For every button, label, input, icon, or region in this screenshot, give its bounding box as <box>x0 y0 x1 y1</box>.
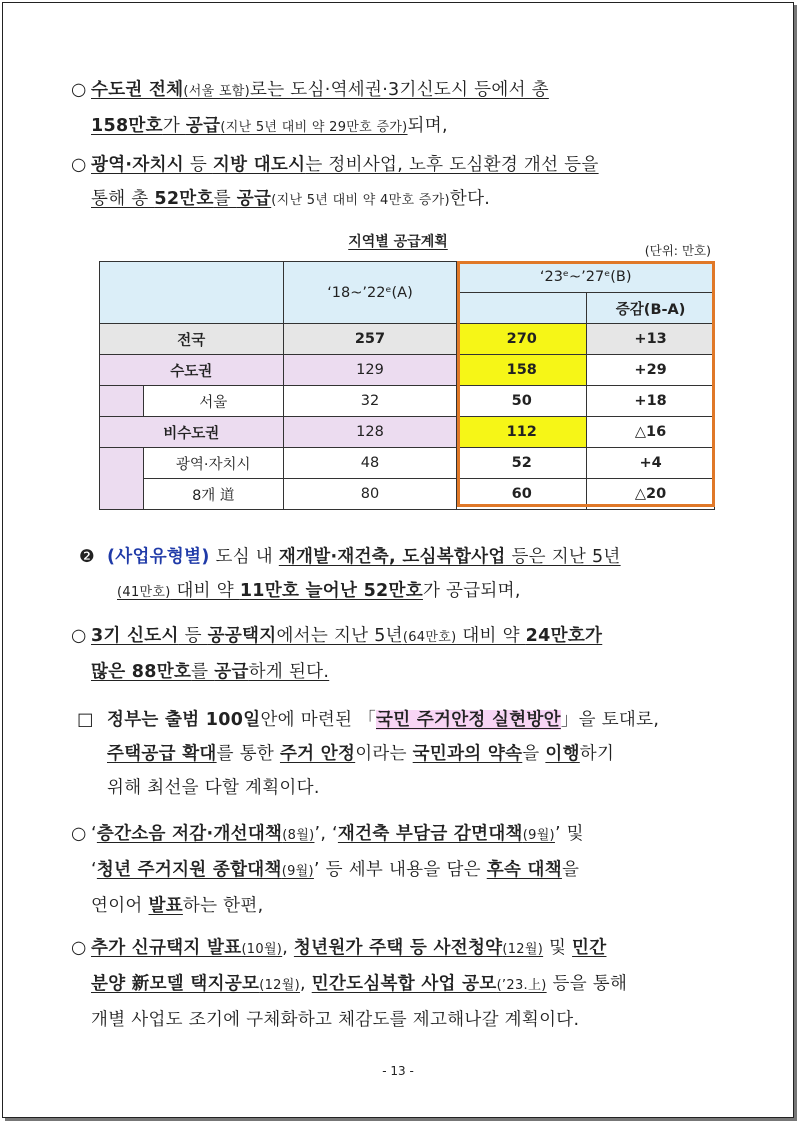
row-diff: △20 <box>587 479 715 510</box>
text-24: 24만호가 <box>525 626 603 646</box>
text-line: 이행 <box>545 744 580 764</box>
text-line: 청년 주거지원 종합대책 <box>96 860 282 880</box>
text-line: (9월) <box>522 828 555 843</box>
row-label: 비수도권 <box>100 417 284 448</box>
paragraph-government <box>77 703 737 805</box>
row-label: 8개 道 <box>143 479 283 510</box>
text-line: ’, ‘ <box>314 824 338 844</box>
text-line: ‘ <box>91 860 97 880</box>
number-two-bullet: ❷ <box>79 547 95 567</box>
row-diff: △16 <box>587 417 715 448</box>
text-line: 민간도심복합 사업 공모 <box>311 974 497 994</box>
text-capital-region: 수도권 전체 <box>91 80 184 100</box>
row-b: 52 <box>457 448 587 479</box>
text-line: 는 정비사업, 노후 도심환경 개선 등을 <box>305 155 599 175</box>
text-line: 대비 약 <box>456 626 526 646</box>
text-project-type: (사업유형별) <box>107 547 210 567</box>
text-line: 등 <box>183 155 213 175</box>
table-row <box>100 324 715 355</box>
text-line: 분양 新모델 택지공모 <box>91 974 260 994</box>
text-line: , <box>282 938 294 958</box>
paragraph-capital-region <box>71 73 721 145</box>
row-b: 112 <box>457 417 587 448</box>
text-line: 민간 <box>572 938 607 958</box>
document-page <box>2 2 794 1118</box>
text-line: 을 <box>522 744 546 764</box>
text-line: ’ 및 <box>554 824 584 844</box>
text-supply: 공급 <box>185 116 221 136</box>
text-local-cities: 지방 대도시 <box>212 155 306 175</box>
row-label: 전국 <box>100 324 284 355</box>
row-a: 257 <box>283 324 457 355</box>
text-line: 를 통한 <box>216 744 280 764</box>
text-redevelopment: 재개발·재건축, 도심복합사업 <box>278 547 506 567</box>
text-41: (41만호) <box>117 585 171 600</box>
paragraph-new-towns <box>71 619 721 689</box>
text-line: 통해 총 <box>91 189 155 209</box>
text-158: 158만호 <box>91 116 163 136</box>
paragraph-regional-cities <box>71 148 721 218</box>
text-line: 청년원가 주택 등 사전청약 <box>293 938 503 958</box>
text-line: 로는 도심·역세권·3기신도시 등에서 총 <box>250 80 549 100</box>
text-line: 가 <box>162 116 186 136</box>
row-a: 129 <box>283 355 457 386</box>
text-line: (12월) <box>502 942 544 957</box>
text-line: 등을 통해 <box>546 974 628 994</box>
supply-plan-table <box>99 261 715 510</box>
row-a: 128 <box>283 417 457 448</box>
row-label: 서울 <box>143 386 283 417</box>
circle-bullet: ○ <box>71 938 87 958</box>
table-row <box>100 417 715 448</box>
row-diff: +18 <box>587 386 715 417</box>
paragraph-project-type <box>81 540 711 610</box>
row-label: 수도권 <box>100 355 284 386</box>
row-b: 158 <box>457 355 587 386</box>
text-third-new-town: 3기 신도시 <box>91 626 179 646</box>
table-row <box>100 479 715 510</box>
text-line: 가 공급되며, <box>422 581 521 601</box>
text-line: 주택공급 확대 <box>107 744 217 764</box>
text-line: 층간소음 저감·개선대책 <box>96 824 283 844</box>
row-label: 광역·자치시 <box>143 448 283 479</box>
text-line: 하게 된다. <box>248 662 330 682</box>
text-public-land: 공공택지 <box>207 626 277 646</box>
text-line: 를 <box>213 189 237 209</box>
text-line: 추가 신규택지 발표 <box>91 938 242 958</box>
text-supply: 공급 <box>236 189 272 209</box>
text-line: 개별 사업도 조기에 구체화하고 체감도를 제고해나갈 계획이다. <box>91 1010 580 1030</box>
circle-bullet: ○ <box>71 155 87 175</box>
text-line: 등 <box>178 626 208 646</box>
text-plan-title: 국민 주거안정 실현방안 <box>376 710 561 730</box>
page-number: - 13 - <box>382 1064 414 1078</box>
table-caption: 지역별 공급계획 <box>348 234 448 250</box>
text-line: 발표 <box>148 896 183 916</box>
circle-bullet: ○ <box>71 626 87 646</box>
text-line: 정부는 출범 100일 <box>107 710 261 730</box>
paragraph-followup <box>71 817 721 923</box>
text-line: 하는 한편, <box>182 896 264 916</box>
text-line: (’23.上) <box>496 978 547 993</box>
text-line: 등은 지난 5년 <box>505 547 621 567</box>
table-unit: (단위: 만호) <box>644 243 711 258</box>
text-line: 되며, <box>407 116 448 136</box>
text-line: 대비 약 <box>170 581 240 601</box>
text-line: (12월) <box>259 978 300 993</box>
square-bullet: □ <box>77 710 94 730</box>
text-line: 도심 내 <box>209 547 279 567</box>
table-header-diff: 증감(B-A) <box>587 293 715 324</box>
text-supply: 공급 <box>214 662 249 682</box>
text-line: 에서는 지난 5년 <box>276 626 403 646</box>
text-line: 후속 대책 <box>486 860 562 880</box>
row-b: 270 <box>457 324 587 355</box>
text-line: 를 <box>191 662 215 682</box>
table-header-a: ‘18~’22ᵉ(A) <box>283 262 457 324</box>
text-line: 재건축 부담금 감면대책 <box>337 824 523 844</box>
table-row <box>100 386 715 417</box>
table-row <box>100 448 715 479</box>
circle-bullet: ○ <box>71 80 87 100</box>
text-88: 많은 88만호 <box>91 662 192 682</box>
text-line: ’ 등 세부 내용을 담은 <box>313 860 487 880</box>
row-diff: +13 <box>587 324 715 355</box>
table-header-b: ‘23ᵉ~’27ᵉ(B) <box>457 262 715 293</box>
text-line: ‘ <box>91 824 97 844</box>
row-diff: +4 <box>587 448 715 479</box>
text-52: 52만호 <box>154 189 214 209</box>
circle-bullet: ○ <box>71 824 87 844</box>
text-line: (10월) <box>241 942 283 957</box>
text-line: 이라는 <box>355 744 413 764</box>
text-line: 및 <box>543 938 573 958</box>
text-line: 을 <box>561 860 580 880</box>
table-row <box>100 355 715 386</box>
row-b: 50 <box>457 386 587 417</box>
row-diff: +29 <box>587 355 715 386</box>
text-line: (8월) <box>282 828 315 843</box>
text-64: (64만호) <box>402 630 457 645</box>
paragraph-schedule <box>71 931 721 1037</box>
text-line: 한다. <box>449 189 491 209</box>
text-line: 위해 최선을 다할 계획이다. <box>107 778 320 798</box>
row-a: 32 <box>283 386 457 417</box>
text-line: 국민과의 약속 <box>412 744 523 764</box>
text-metro-cities: 광역·자치시 <box>91 155 184 175</box>
text-note: (지난 5년 대비 약 4만호 증가) <box>271 193 450 208</box>
text-line: 주거 안정 <box>279 744 356 764</box>
row-a: 80 <box>283 479 457 510</box>
table-header-empty <box>100 262 284 324</box>
text-line: (9월) <box>281 864 314 879</box>
text-line: 하기 <box>579 744 615 764</box>
row-b: 60 <box>457 479 587 510</box>
text-seoul-included: (서울 포함) <box>183 84 251 99</box>
text-line: , <box>299 974 312 994</box>
text-line: 안에 마련된 「 <box>260 710 377 730</box>
row-a: 48 <box>283 448 457 479</box>
text-52: 11만호 늘어난 52만호 <box>239 581 423 601</box>
text-note: (지난 5년 대비 약 29만호 증가) <box>220 120 408 135</box>
text-line: 연이어 <box>91 896 149 916</box>
text-line: 」을 토대로, <box>560 710 660 730</box>
